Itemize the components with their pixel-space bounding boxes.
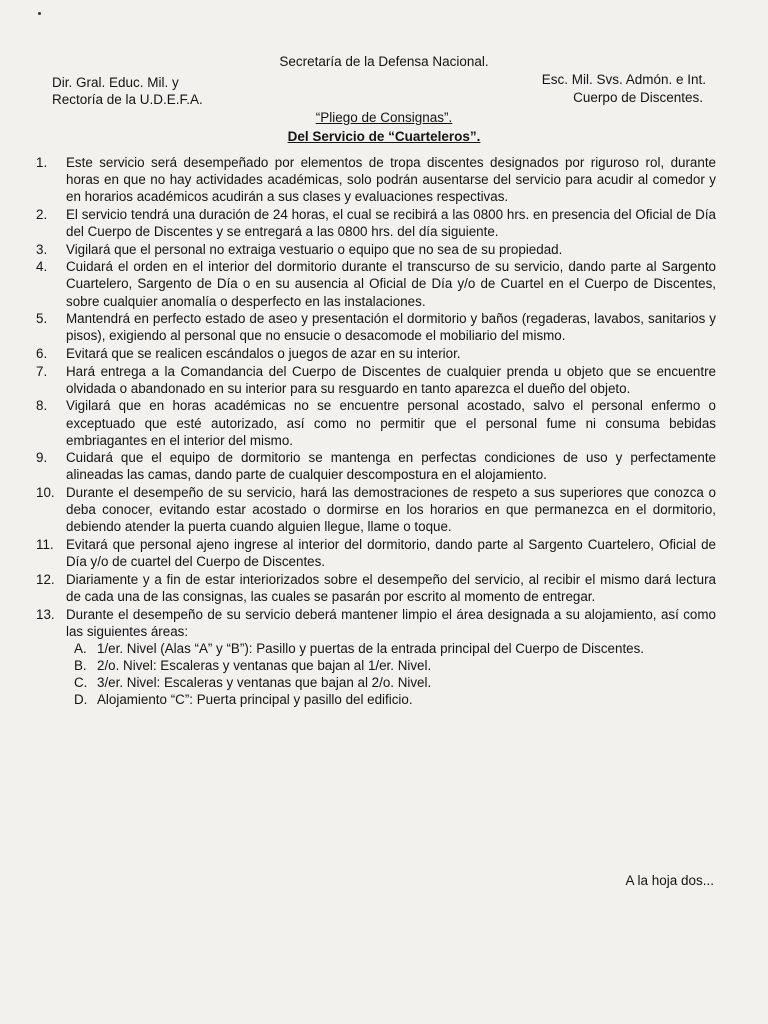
item-number: 7. (36, 363, 48, 379)
item-number: 12. (36, 571, 55, 587)
item-text: Este servicio será desempeñado por elementos de tropa discentes designados por riguroso rol, durante horas en que no hay actividades académicas, solo podrán ausentarse del servicio para acudir al comedor y en horarios académicos acudirán a sus clases y evaluaciones respectivas. (66, 155, 716, 205)
subitem (66, 640, 716, 657)
list-item (36, 571, 716, 605)
subitem-letter: C. (74, 674, 88, 690)
list-item (36, 397, 716, 448)
item-text (66, 606, 716, 709)
item-text: Evitará que se realicen escándalos o juegos de azar en su interior. (66, 346, 461, 361)
subitem (66, 691, 716, 708)
list-item (36, 310, 716, 344)
item-number: 3. (36, 241, 48, 257)
subitem-letter: D. (74, 692, 88, 708)
list-item (36, 206, 716, 240)
item-number: 6. (36, 346, 48, 361)
header-right-block (542, 71, 706, 107)
header-left-line1: Dir. Gral. Educ. Mil. y (52, 75, 179, 90)
item-number: 1. (36, 155, 48, 170)
item-text: El servicio tendrá una duración de 24 horas, el cual se recibirá a las 0800 hrs. en presencia del Oficial de Día del Cuerpo de Discentes y se entregará a las 0800 hrs. del día siguiente. (66, 206, 716, 239)
item-text: Mantendrá en perfecto estado de aseo y presentación el dormitorio y baños (regaderas, lavabos, sanitarios y pisos), exigiendo al personal que no ensucie o desacomode el mobiliario del mismo. (66, 311, 716, 344)
subitem-letter: A. (74, 640, 87, 656)
consignas-list (36, 154, 716, 709)
subitem-text: 2/o. Nivel: Escaleras y ventanas que bajan al 1/er. Nivel. (97, 657, 432, 673)
subitem-text: 3/er. Nivel: Escaleras y ventanas que bajan al 2/o. Nivel. (97, 674, 432, 690)
item-text: Vigilará que en horas académicas no se encuentre personal acostado, salvo el personal enfermo o exceptuado que esté autorizado, así como no permitir que el personal fume ni consuma bebidas embriagantes en el interior del mismo. (66, 398, 716, 448)
item-number: 4. (36, 259, 48, 275)
item-text: Hará entrega a la Comandancia del Cuerpo de Discentes de cualquier prenda u objeto que se encuentre olvidada o abandonado en su interior para su resguardo en tanto aparezca el dueño del objeto. (66, 363, 716, 396)
list-item (36, 241, 716, 258)
header-ministry: Secretaría de la Defensa Nacional. (279, 54, 489, 69)
list-item (36, 484, 716, 535)
item-text: Cuidará que el equipo de dormitorio se mantenga en perfectas condiciones de uso y perfectamente alineadas las camas, dando parte de cualquier descompostura en el alojamiento. (66, 450, 716, 483)
list-item (36, 363, 716, 397)
list-item (36, 606, 716, 709)
list-item (36, 449, 716, 483)
item-text: Durante el desempeño de su servicio, hará las demostraciones de respeto a sus superiores que conozca o deba conocer, evitando estar acostado o dormirse en los horarios en que permanezca en el dormitorio, debiendo atender la puerta cuando alguien llegue, llame o toque. (66, 485, 716, 535)
item-number: 8. (36, 398, 48, 414)
header-left-line2: Rectoría de la U.D.E.F.A. (52, 92, 203, 107)
item-number: 13. (36, 606, 55, 622)
subitem-text: Alojamiento “C”: Puerta principal y pasillo del edificio. (97, 692, 413, 708)
item-number: 2. (36, 206, 48, 222)
header-right-line1: Esc. Mil. Svs. Admón. e Int. (541, 72, 706, 87)
header-right-line2: Cuerpo de Discentes. (573, 90, 703, 105)
document-subtitle: Del Servicio de “Cuarteleros”. (287, 129, 481, 144)
list-item (36, 345, 716, 362)
subitem-text: 1/er. Nivel (Alas “A” y “B”): Pasillo y puertas de la entrada principal del Cuerpo de Discentes. (97, 640, 645, 656)
continuation-note: A la hoja dos... (625, 873, 714, 888)
list-item (36, 258, 716, 309)
subitem (66, 674, 716, 691)
scan-speck (38, 12, 41, 15)
list-item (36, 536, 716, 570)
item-text: Vigilará que el personal no extraiga vestuario o equipo que no sea de su propiedad. (66, 241, 563, 257)
subitem (66, 657, 716, 674)
item-text: Diariamente y a fin de estar interiorizados sobre el desempeño del servicio, al recibir el mismo dará lectura de cada una de las consignas, las cuales se pasarán por escrito al momento de entregar. (66, 571, 716, 604)
subitem-letter: B. (74, 657, 87, 673)
list-item (36, 154, 716, 205)
item-number: 5. (36, 311, 48, 327)
item-text: Cuidará el orden en el interior del dormitorio durante el transcurso de su servicio, dando parte al Sargento Cuartelero, Sargento de Día o en su ausencia al Oficial de Día y/o de Cuartel en el Cuerpo de Discentes, sobre cualquier anomalía o desperfecto en las instalaciones. (66, 259, 716, 309)
item-number: 10. (36, 485, 55, 501)
item-13-intro: Durante el desempeño de su servicio deberá mantener limpio el área designada a su alojamiento, así como las siguientes áreas: (66, 606, 716, 639)
header-left-block (52, 74, 203, 108)
item-number: 11. (36, 537, 54, 552)
item-text: Evitará que personal ajeno ingrese al interior del dormitorio, dando parte al Sargento Cuartelero, Oficial de Día y/o de cuartel del Cuerpo de Discentes. (66, 537, 716, 570)
document-title: “Pliego de Consignas”. (315, 110, 453, 125)
item-number: 9. (36, 450, 48, 466)
